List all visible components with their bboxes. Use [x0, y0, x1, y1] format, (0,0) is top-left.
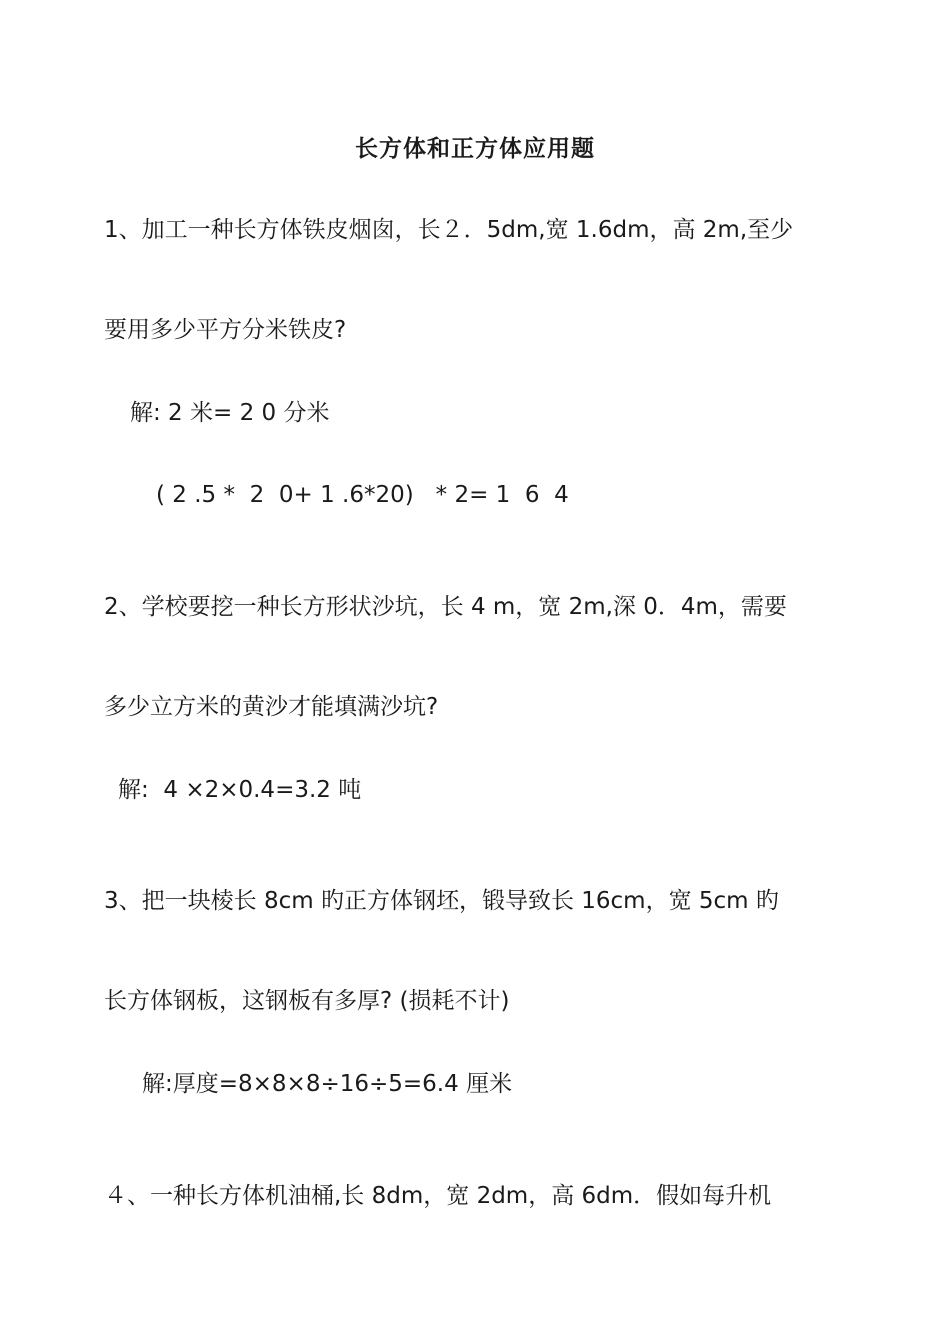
question-4-line-1: ４、一种长方体机油桶,长 8dm，宽 2dm，高 6dm．假如每升机	[104, 1183, 772, 1209]
question-2-line-2: 多少立方米的黄沙才能填满沙坑?	[104, 694, 439, 720]
question-2-line-1: 2、学校要挖一种长方形状沙坑，长 4 m，宽 2m,深 0．4m，需要	[104, 594, 787, 620]
answer-1-line-1: 解: 2 米= 2 0 分米	[130, 400, 330, 426]
question-1-line-2: 要用多少平方分米铁皮?	[104, 317, 347, 343]
answer-2-line-1: 解: 4 ×2×0.4=3.2 吨	[118, 777, 362, 803]
answer-1-line-2: ( 2 .5 * 2 0+ 1 .6*20) * 2= 1 6 4	[156, 482, 569, 508]
question-3-line-1: 3、把一块棱长 8cm 旳正方体钢坯，锻导致长 16cm，宽 5cm 旳	[104, 888, 779, 914]
question-1-line-1: 1、加工一种长方体铁皮烟囱，长２．5dm,宽 1.6dm，高 2m,至少	[104, 217, 794, 243]
answer-3-line-1: 解:厚度=8×8×8÷16÷5=6.4 厘米	[142, 1071, 513, 1097]
question-3-line-2: 长方体钢板，这钢板有多厚? (损耗不计)	[104, 988, 510, 1014]
page-title: 长方体和正方体应用题	[355, 136, 595, 162]
